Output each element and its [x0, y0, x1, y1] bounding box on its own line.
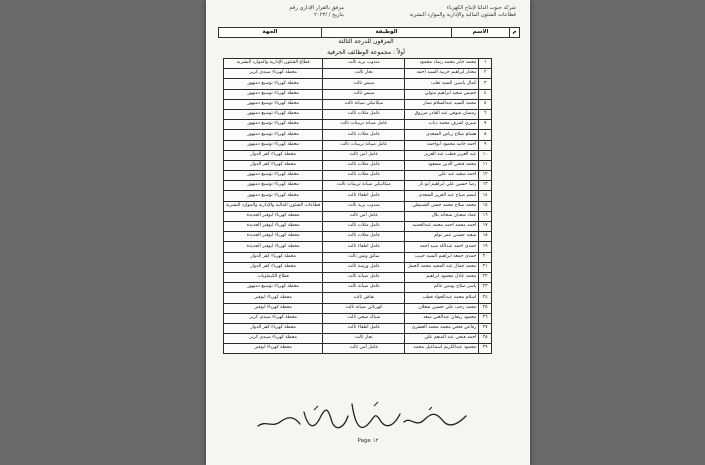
job-title: نجار ثالث	[323, 69, 405, 79]
work-entity: محطة كهرباء توسيع دمنهور	[224, 120, 323, 130]
work-entity: قطاع الشئون الإدارية والموارد البشرية	[224, 59, 323, 69]
table-row	[224, 232, 492, 242]
job-title: عامل صيانة تربينات ثالث	[323, 140, 405, 150]
work-entity: محطة كهرباء توسيع دمنهور	[224, 171, 323, 181]
row-number: ٧	[479, 120, 492, 130]
job-title: مبيض ثالث	[323, 89, 405, 99]
company-header	[396, 5, 516, 19]
table-row	[224, 191, 492, 201]
table-row	[224, 130, 492, 140]
row-number: ٣	[479, 79, 492, 89]
row-number: ٢١	[479, 262, 492, 272]
column-header-name: الاسم	[451, 28, 509, 37]
job-title: عامل أمن ثالث	[323, 150, 405, 160]
decision-number-line: مرفق بالقرار الإداري رقم	[289, 5, 344, 11]
job-title: ميكانيكي صيانة تربينات ثالث	[323, 181, 405, 191]
table-row	[224, 79, 492, 89]
work-entity: محطة كهرباء توسيع دمنهور	[224, 130, 323, 140]
table-row	[224, 334, 492, 344]
job-title: عامل اطفاء ثالث	[323, 242, 405, 252]
job-title: عامل مثلات ثالث	[323, 130, 405, 140]
row-number: ١	[479, 59, 492, 69]
job-title: عامل أمن ثالث	[323, 344, 405, 354]
job-title: سائق ونش ثالث	[323, 252, 405, 262]
row-number: ٢٨	[479, 334, 492, 344]
job-title: عامل اطفاء ثالث	[323, 323, 405, 333]
promotion-table	[223, 58, 492, 354]
job-title: عامل مثلات ثالث	[323, 109, 405, 119]
row-number: ١٣	[479, 181, 492, 191]
row-number: ٤	[479, 89, 492, 99]
employee-name: مختار ابراهيم حربية السيد احمد	[405, 69, 479, 79]
job-title: عامل مثلات ثالث	[323, 171, 405, 181]
table-row	[224, 272, 492, 282]
row-number: ١٩	[479, 242, 492, 252]
row-number: ٢٢	[479, 272, 492, 282]
work-entity: محطة كهرباء ابوقير	[224, 303, 323, 313]
row-number: ٥	[479, 99, 492, 109]
employee-name: رضا حسين علي ابراهيم ابو نار	[405, 181, 479, 191]
employee-name: محمد جابر محمد رشاد محمود	[405, 59, 479, 69]
job-title: عامل مثلات ثالث	[323, 222, 405, 232]
employee-name: صبري اشرف محمد دياب	[405, 120, 479, 130]
decision-date-line: بتاريخ / /٢٠٢٣	[314, 12, 344, 18]
table-row	[224, 109, 492, 119]
work-entity: محطة كهرباء كفر الدوار	[224, 323, 323, 333]
row-number: ٢٩	[479, 344, 492, 354]
employee-name: محمد رجب علي حسين شعلان	[405, 303, 479, 313]
row-number: ٩	[479, 140, 492, 150]
row-number: ٢٧	[479, 323, 492, 333]
table-row	[224, 211, 492, 221]
job-title: عامل مثلات ثالث	[323, 232, 405, 242]
employee-name: محمود عبدالكريم اسماعيل محمد	[405, 344, 479, 354]
row-number: ٢٦	[479, 313, 492, 323]
work-entity: محطة كهرباء ابوقير	[224, 344, 323, 354]
job-title: نجار ثالث	[323, 334, 405, 344]
work-entity: محطة كهرباء سيدي كرير	[224, 334, 323, 344]
table-row	[224, 344, 492, 354]
work-entity: محطة كهرباء توسيع دمنهور	[224, 181, 323, 191]
employee-name: احمد حامد محمود ابواحمد	[405, 140, 479, 150]
table-row	[224, 252, 492, 262]
table-row	[224, 201, 492, 211]
work-entity: قطاعات الشئون المالية والإدارية والموارد البشرية	[224, 201, 323, 211]
row-number: ٢٤	[479, 293, 492, 303]
row-number: ٨	[479, 130, 492, 140]
table-row	[224, 140, 492, 150]
employee-name: عبد العزيز قطب عبد العزيز	[405, 150, 479, 160]
employee-name: محمد صلاح محمد حسن الشنيطي	[405, 201, 479, 211]
table-row	[224, 222, 492, 232]
table-row	[224, 99, 492, 109]
work-entity: محطة كهرباء كفر الدوار	[224, 160, 323, 170]
work-entity: محطة كهرباء توسيع دمنهور	[224, 79, 323, 89]
employee-name: خميس سعيد ابراهيم متولي	[405, 89, 479, 99]
work-entity: محطة كهرباء توسيع دمنهور	[224, 283, 323, 293]
table-row	[224, 160, 492, 170]
job-title: عامل صيانه ثالث	[323, 283, 405, 293]
group-title: أولاً : مجموعة الوظائف الحرفية	[327, 49, 405, 56]
employee-name: محمود ريحان عبدالغني سعد	[405, 313, 479, 323]
column-header-bar	[218, 27, 520, 38]
job-title: مندوب بريد ثالث	[323, 201, 405, 211]
employee-name: محمد عادل محمود ابراهيم	[405, 272, 479, 282]
employee-name: محمد جمال عبد المجيد محمد الجمل	[405, 262, 479, 272]
job-title: عامل مثلات ثالث	[323, 160, 405, 170]
employee-name: اسلام محمد عبدالجواد قطب	[405, 293, 479, 303]
job-title: عامل اطفاء ثالث	[323, 191, 405, 201]
employee-name: كمال ياسين السيد ثعلب	[405, 79, 479, 89]
decision-reference	[234, 5, 344, 19]
promotion-table-body	[224, 59, 492, 354]
employee-name: احمد محمد احمد محمد عبدالحميد	[405, 222, 479, 232]
work-entity: محطة كهرباء توسيع دمنهور	[224, 140, 323, 150]
employee-name: احمد فتحي عبد المنعم علي	[405, 334, 479, 344]
job-title: سباك صحي ثالث	[323, 313, 405, 323]
table-row	[224, 283, 492, 293]
row-number: ١١	[479, 160, 492, 170]
signature	[254, 398, 474, 438]
work-entity: محطة كهرباء سيدي كرير	[224, 313, 323, 323]
row-number: ١٨	[479, 232, 492, 242]
work-entity: محطة كهرباء ابوقير الجديدة	[224, 232, 323, 242]
row-number: ٢٠	[479, 252, 492, 262]
employee-name: رمضان شوقي عبد القادر مرزوق	[405, 109, 479, 119]
row-number: ١٥	[479, 201, 492, 211]
section-title: المرقون للدرجة الثالثة	[338, 38, 394, 45]
table-row	[224, 89, 492, 99]
employee-name: حمدي احمد عبدالله سيد احمد	[405, 242, 479, 252]
work-entity: محطة كهرباء توسيع دمنهور	[224, 191, 323, 201]
table-row	[224, 303, 492, 313]
work-entity: محطة كهرباء توسيع دمنهور	[224, 109, 323, 119]
work-entity: محطة كهرباء كفر الدوار	[224, 252, 323, 262]
work-entity: محطة كهرباء توسيع دمنهور	[224, 89, 323, 99]
row-number: ٦	[479, 109, 492, 119]
table-row	[224, 323, 492, 333]
document-page	[206, 0, 530, 465]
table-row	[224, 171, 492, 181]
table-row	[224, 69, 492, 79]
employee-name: حمدي جمعه ابراهيم السيد حبيب	[405, 252, 479, 262]
job-title: نقاش ثالث	[323, 293, 405, 303]
table-row	[224, 313, 492, 323]
job-title: ميكانيكي صيانة ثالث	[323, 99, 405, 109]
row-number: ١٢	[479, 171, 492, 181]
work-entity: محطة كهرباء ابوقير	[224, 293, 323, 303]
row-number: ٢٥	[479, 303, 492, 313]
table-row	[224, 242, 492, 252]
job-title: عامل أمن ثالث	[323, 211, 405, 221]
work-entity: محطة كهرباء ابوقير الجديدة	[224, 222, 323, 232]
employee-name: عماد شعبان شحاته بلال	[405, 211, 479, 221]
job-title: كهربائي صيانة ثالث	[323, 303, 405, 313]
job-title: مبيض ثالث	[323, 79, 405, 89]
row-number: ١٠	[479, 150, 492, 160]
column-header-entity: الجهة	[262, 29, 278, 35]
work-entity: محطة كهرباء توسيع دمنهور	[224, 99, 323, 109]
table-row	[224, 293, 492, 303]
table-row	[224, 150, 492, 160]
work-entity: محطة كهرباء سيدي كرير	[224, 69, 323, 79]
employee-name: سعيد حسني عمر توام	[405, 232, 479, 242]
page-number: Page ١٢	[357, 438, 379, 444]
job-title: عامل صيانه ثالث	[323, 272, 405, 282]
row-number: ١٦	[479, 211, 492, 221]
column-header-number: م	[509, 28, 519, 37]
table-row	[224, 120, 492, 130]
department-name: قطاعات الشئون المالية والإدارية والموارد البشرية	[409, 12, 516, 18]
work-entity: محطة كهرباء كفر الدوار	[224, 150, 323, 160]
employee-name: رفاعي فتحي محمد محمد العشري	[405, 323, 479, 333]
employee-name: ياسر صلاح يونس عالم	[405, 283, 479, 293]
row-number: ١٤	[479, 191, 492, 201]
work-entity: قطاع الكيماويات	[224, 272, 323, 282]
table-row	[224, 262, 492, 272]
employee-name: محمد فتحي الدين مسعود	[405, 160, 479, 170]
work-entity: محطة كهرباء ابوقير الجديدة	[224, 211, 323, 221]
table-row	[224, 181, 492, 191]
employee-name: محمد السيد عبدالسلام نصار	[405, 99, 479, 109]
column-header-job: الوظيفة	[321, 28, 451, 37]
employee-name: هشام صلاح رياض السعدي	[405, 130, 479, 140]
job-title: عامل صيانة تربينات ثالث	[323, 120, 405, 130]
row-number: ٢٣	[479, 283, 492, 293]
company-name: شركة جنوب الدلتا لإنتاج الكهرباء	[446, 5, 516, 11]
work-entity: محطة كهرباء كفر الدوار	[224, 262, 323, 272]
job-title: عامل ورشة ثالث	[323, 262, 405, 272]
table-row	[224, 59, 492, 69]
employee-name: احمد سعيد عبد علي	[405, 171, 479, 181]
work-entity: محطة كهرباء ابوقير الجديدة	[224, 242, 323, 252]
employee-name: ايسم صباح عبد العزيز السعدي	[405, 191, 479, 201]
row-number: ٢	[479, 69, 492, 79]
job-title: مندوب بريد ثالث	[323, 59, 405, 69]
row-number: ١٧	[479, 222, 492, 232]
